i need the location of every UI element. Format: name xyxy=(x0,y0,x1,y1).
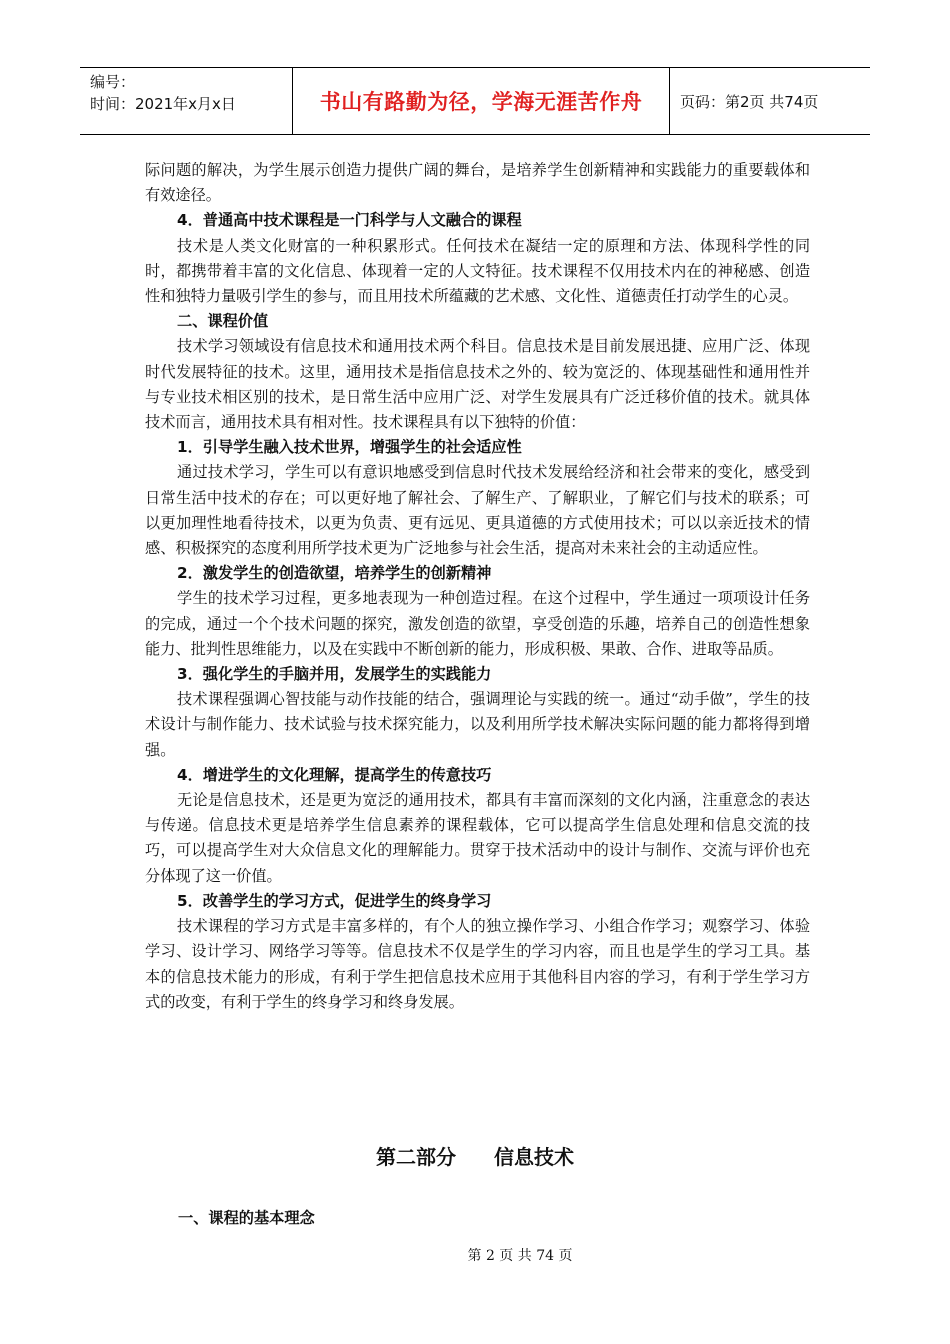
section-heading: 一、课程的基本理念 xyxy=(178,1209,315,1227)
header-motto: 书山有路勤为径，学海无涯苦作舟 xyxy=(293,68,670,134)
body-paragraph: 学生的技术学习过程，更多地表现为一种创造过程。在这个过程中，学生通过一项项设计任务的完成，通过一个个技术问题的探究，激发创造的欲望，享受创造的乐趣，培养自己的创造性想象能力、批判性思维能力，以及在实践中不断创新的能力，形成积极、果敢、合作、进取等品质。 xyxy=(145,589,810,658)
part-title xyxy=(0,1141,950,1170)
header-page-info: 页码：第2页 共74页 xyxy=(680,92,819,111)
header-meta xyxy=(80,68,293,134)
body-paragraph: 通过技术学习，学生可以有意识地感受到信息时代技术发展给经济和社会带来的变化，感受到日常生活中技术的存在；可以更好地了解社会、了解生产、了解职业，了解它们与技术的联系；可以更加理性地看待技术，以更为负责、更有远见、更具道德的方式使用技术；可以以亲近技术的情感、积极探究的态度利用所学技术更为广泛地参与社会生活，提高对未来社会的主动适应性。 xyxy=(145,463,810,558)
section-subheading: 2．激发学生的创造欲望，培养学生的创新精神 xyxy=(177,564,492,583)
section-subheading: 1．引导学生融入技术世界，增强学生的社会适应性 xyxy=(177,438,522,457)
body-paragraph: 技术是人类文化财富的一种积累形式。任何技术在凝结一定的原理和方法、体现科学性的同时，都携带着丰富的文化信息、体现着一定的人文特征。技术课程不仅用技术内在的神秘感、创造性和独特力量吸引学生的参与，而且用技术所蕴藏的艺术感、文化性、道德责任打动学生的心灵。 xyxy=(145,236,810,306)
part-title-left: 第二部分 xyxy=(376,1145,456,1169)
body-paragraph: 技术课程强调心智技能与动作技能的结合，强调理论与实践的统一。通过“动手做”，学生的技术设计与制作能力、技术试验与技术探究能力，以及利用所学技术解决实际问题的能力都将得到增强。 xyxy=(145,690,810,759)
body-paragraph: 际问题的解决，为学生展示创造力提供广阔的舞台，是培养学生创新精神和实践能力的重要载体和有效途径。 xyxy=(145,161,810,205)
body-paragraph: 技术学习领域设有信息技术和通用技术两个科目。信息技术是目前发展迅捷、应用广泛、体现时代发展特征的技术。这里，通用技术是指信息技术之外的、较为宽泛的、体现基础性和通用性并与专业技术相区别的技术，是日常生活中应用广泛、对学生发展具有广泛迁移价值的技术。就具体技术而言，通用技术具有相对性。技术课程具有以下独特的价值： xyxy=(145,337,810,432)
time-label: 时间：2021年x月x日 xyxy=(90,95,236,113)
header-table xyxy=(80,67,870,135)
number-label: 编号： xyxy=(90,73,136,91)
part-title-right: 信息技术 xyxy=(494,1145,574,1169)
section-subheading: 二、课程价值 xyxy=(177,312,269,331)
section-subheading: 4．增进学生的文化理解，提高学生的传意技巧 xyxy=(177,765,492,784)
section-subheading: 5．改善学生的学习方式，促进学生的终身学习 xyxy=(177,891,492,910)
document-body xyxy=(145,158,810,1015)
section-subheading: 3．强化学生的手脑并用，发展学生的实践能力 xyxy=(177,665,492,684)
body-paragraph: 技术课程的学习方式是丰富多样的，有个人的独立操作学习、小组合作学习；观察学习、体验学习、设计学习、网络学习等等。信息技术不仅是学生的学习内容，而且也是学生的学习工具。基本的信息技术能力的形成，有利于学生把信息技术应用于其他科目内容的学习，有利于学生学习方式的改变，有利于学生的终身学习和终身发展。 xyxy=(145,917,810,1011)
section-subheading: 4．普通高中技术课程是一门科学与人文融合的课程 xyxy=(177,211,522,230)
body-paragraph: 无论是信息技术，还是更为宽泛的通用技术，都具有丰富而深刻的文化内涵，注重意念的表达与传递。信息技术更是培养学生信息素养的课程载体，它可以提高学生信息处理和信息交流的技巧，可以提高学生对大众信息文化的理解能力。贯穿于技术活动中的设计与制作、交流与评价也充分体现了这一价值。 xyxy=(145,791,810,885)
page-footer: 第 2 页 共 74 页 xyxy=(467,1248,573,1264)
